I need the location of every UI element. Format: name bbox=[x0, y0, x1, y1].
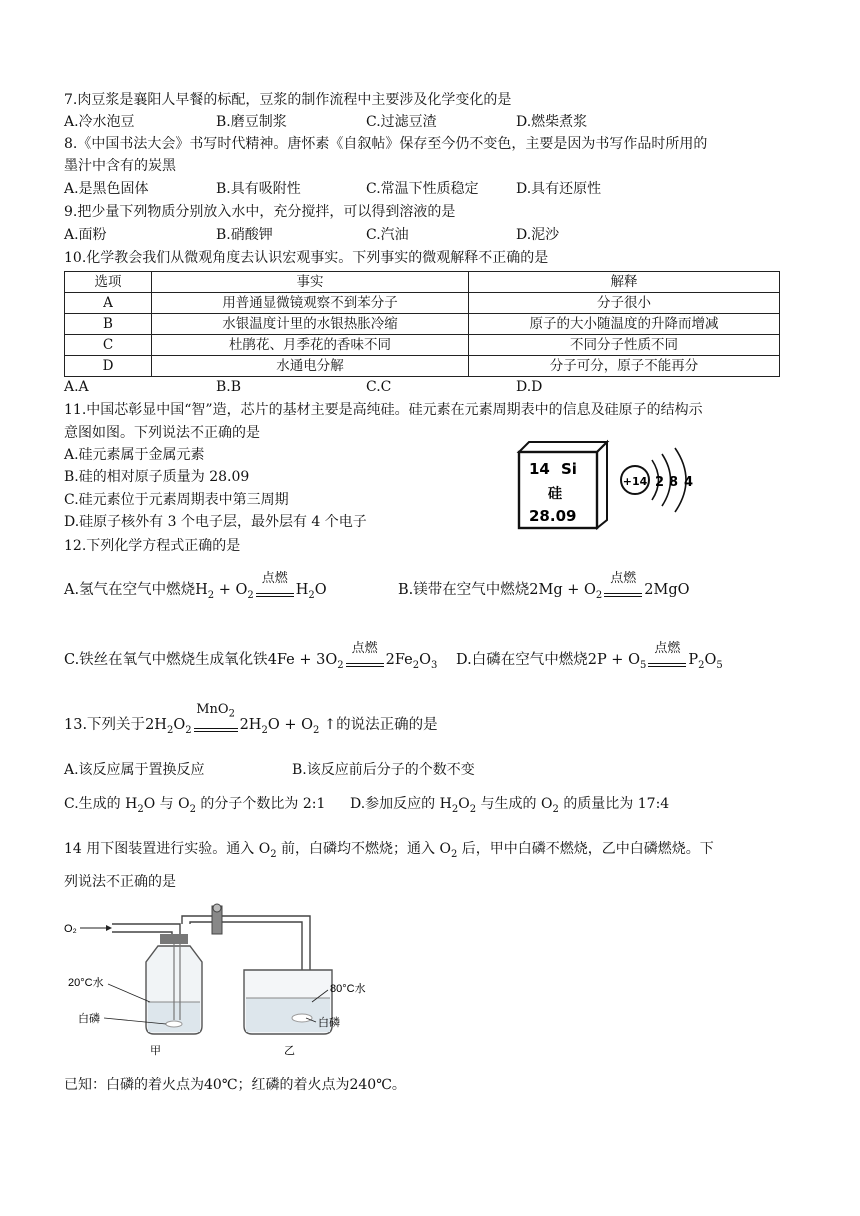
q11-option-c[interactable]: C.硅元素位于元素周期表中第三周期 bbox=[64, 492, 289, 508]
q13-option-c[interactable]: C.生成的 $H_2O$ 与 $O_2$ 的分子个数比为 2:1 bbox=[64, 796, 326, 815]
q8-option-a[interactable]: A.是黑色固体 bbox=[64, 181, 149, 197]
q13-c-pre: C.生成的 bbox=[64, 796, 121, 812]
q10-option-d[interactable]: D.D bbox=[516, 379, 543, 395]
q14-known-text: 已知：白磷的着火点为40℃；红磷的着火点为240℃。 bbox=[64, 1077, 406, 1093]
q7-option-c[interactable]: C.过滤豆渣 bbox=[366, 114, 437, 130]
cell-explanation: 不同分子性质不同 bbox=[469, 335, 780, 356]
q9-option-a[interactable]: A.面粉 bbox=[64, 227, 107, 243]
q10-table bbox=[64, 271, 780, 377]
cell-option: A bbox=[65, 293, 152, 314]
q14-stem-part-a: 14 用下图装置进行实验。通入 bbox=[64, 841, 255, 857]
q12-option-a-label: A.氢气在空气中燃烧 bbox=[64, 582, 196, 598]
cell-fact: 水通电分解 bbox=[152, 356, 469, 377]
cell-option: C bbox=[65, 335, 152, 356]
col-header-option: 选项 bbox=[65, 272, 152, 293]
white-phosphorus-left-label: 白磷 bbox=[78, 1013, 100, 1025]
element-name: 硅 bbox=[548, 486, 562, 502]
q13-stem-suffix: 的说法正确的是 bbox=[336, 717, 438, 733]
q11-stem-line1: 11.中国芯彰显中国“智”造，芯片的基材主要是高纯硅。硅元素在元素周期表中的信息及硅原子的结构示 bbox=[64, 402, 703, 418]
table-row bbox=[65, 314, 780, 335]
q10-option-c[interactable]: C.C bbox=[366, 379, 392, 395]
q9-option-b[interactable]: B.硝酸钾 bbox=[216, 227, 273, 243]
cell-explanation: 分子很小 bbox=[469, 293, 780, 314]
q13-stem-prefix: 13.下列关于 bbox=[64, 717, 146, 733]
q12-option-a[interactable]: A.氢气在空气中燃烧$H_2 + O_2$ 点燃 $H_2O$ bbox=[64, 576, 327, 607]
water-20c-label: 20°C水 bbox=[68, 977, 104, 989]
q10-stem: 10.化学教会我们从微观角度去认识宏观事实。下列事实的微观解释不正确的是 bbox=[64, 250, 549, 266]
label-jia: 甲 bbox=[150, 1045, 161, 1057]
q8-stem-line1: 8.《中国书法大会》书写时代精神。唐怀素《自叙帖》保存至今仍不变色，主要是因为书写作品时所用的 bbox=[64, 136, 708, 152]
table-row bbox=[65, 335, 780, 356]
q14-stem-part-b: 前，白磷均不燃烧；通入 bbox=[281, 841, 436, 857]
water-80c-label: 80°C水 bbox=[330, 983, 366, 995]
q11-option-d[interactable]: D.硅原子核外有 3 个电子层，最外层有 4 个电子 bbox=[64, 514, 367, 530]
q13-option-d[interactable]: D.参加反应的 $H_2O_2$ 与生成的 $O_2$ 的质量比为 17:4 bbox=[350, 796, 670, 815]
q13-c-mid: 与 bbox=[159, 796, 174, 812]
q12-option-c-label: C.铁丝在氧气中燃烧生成氧化铁 bbox=[64, 652, 268, 668]
cell-fact: 杜鹃花、月季花的香味不同 bbox=[152, 335, 469, 356]
q9-option-c[interactable]: C.汽油 bbox=[366, 227, 409, 243]
q12-stem: 12.下列化学方程式正确的是 bbox=[64, 538, 241, 554]
cell-fact: 水银温度计里的水银热胀冷缩 bbox=[152, 314, 469, 335]
white-phosphorus-jia bbox=[166, 1021, 182, 1027]
cell-explanation: 原子的大小随温度的升降而增减 bbox=[469, 314, 780, 335]
reaction-condition: 点燃 bbox=[261, 571, 288, 586]
q13-stem: 13.下列关于$2H_2O_2$ MnO$_2$ $2H_2O + O_2$ ↑的说法正确的是 bbox=[64, 711, 438, 742]
q10-option-b[interactable]: B.B bbox=[216, 379, 242, 395]
q13-d-post: 的质量比为 17:4 bbox=[563, 796, 670, 812]
q8-option-d[interactable]: D.具有还原性 bbox=[516, 181, 602, 197]
q14-stem-line2: 列说法不正确的是 bbox=[64, 874, 176, 890]
experiment-apparatus bbox=[62, 898, 366, 1060]
q10-option-a[interactable]: A.A bbox=[64, 379, 89, 395]
col-header-fact: 事实 bbox=[152, 272, 469, 293]
col-header-explanation: 解释 bbox=[469, 272, 780, 293]
shell-electrons-2: 8 bbox=[669, 475, 679, 490]
q9-option-d[interactable]: D.泥沙 bbox=[516, 227, 560, 243]
table-header-row bbox=[65, 272, 780, 293]
label-yi: 乙 bbox=[284, 1045, 295, 1057]
white-phosphorus-right-label: 白磷 bbox=[318, 1017, 340, 1029]
reaction-arrow bbox=[344, 641, 386, 674]
nuclear-charge: +14 bbox=[622, 475, 648, 488]
q13-c-post: 的分子个数比为 2:1 bbox=[200, 796, 326, 812]
q11-stem-line2: 意图如图。下列说法不正确的是 bbox=[64, 425, 260, 441]
q12-option-b[interactable]: B.镁带在空气中燃烧$2Mg + O_2$ 点燃 2MgO bbox=[398, 576, 690, 607]
reaction-arrow bbox=[602, 571, 644, 604]
reaction-arrow bbox=[254, 571, 296, 604]
q13-d-pre: D.参加反应的 bbox=[350, 796, 436, 812]
white-phosphorus-yi bbox=[292, 1014, 312, 1022]
q8-option-b[interactable]: B.具有吸附性 bbox=[216, 181, 301, 197]
reaction-arrow: MnO$_2$ bbox=[192, 711, 240, 739]
q14-stem-line1: 14 用下图装置进行实验。通入 $O_2$ 前，白磷均不燃烧；通入 $O_2$ 后，甲中白磷不燃烧，乙中白磷燃烧。下 bbox=[64, 841, 714, 860]
table-row bbox=[65, 356, 780, 377]
cell-explanation: 分子可分，原子不能再分 bbox=[469, 356, 780, 377]
shell-electrons-1: 2 bbox=[655, 475, 665, 490]
q13-option-a[interactable]: A.该反应属于置换反应 bbox=[64, 762, 205, 778]
q12-option-c[interactable]: C.铁丝在氧气中燃烧生成氧化铁$4Fe + 3O_2$ 点燃 $2Fe_2O_3$ bbox=[64, 646, 437, 677]
q7-option-d[interactable]: D.燃柴煮浆 bbox=[516, 114, 588, 130]
silicon-figure bbox=[515, 438, 715, 530]
element-symbol: Si bbox=[561, 460, 577, 478]
q11-option-b[interactable]: B.硅的相对原子质量为 28.09 bbox=[64, 469, 250, 485]
cell-fact: 用普通显微镜观察不到苯分子 bbox=[152, 293, 469, 314]
catalyst: MnO bbox=[196, 702, 229, 717]
q8-stem-line2: 墨汁中含有的炭黑 bbox=[64, 158, 176, 174]
table-row bbox=[65, 293, 780, 314]
shell-electrons-3: 4 bbox=[684, 475, 694, 490]
reaction-arrow bbox=[646, 641, 688, 674]
atomic-mass: 28.09 bbox=[529, 507, 577, 525]
cell-option: D bbox=[65, 356, 152, 377]
q14-stem-part-c: 后，甲中白磷不燃烧，乙中白磷燃烧。下 bbox=[461, 841, 714, 857]
reaction-condition: 点燃 bbox=[610, 571, 637, 586]
cell-option: B bbox=[65, 314, 152, 335]
atomic-number: 14 bbox=[529, 460, 550, 478]
o2-label: O₂ bbox=[64, 923, 77, 935]
q9-stem: 9.把少量下列物质分别放入水中，充分搅拌，可以得到溶液的是 bbox=[64, 204, 456, 220]
q12-option-b-label: B.镁带在空气中燃烧 bbox=[398, 582, 530, 598]
q7-option-a[interactable]: A.冷水泡豆 bbox=[64, 114, 135, 130]
stopper bbox=[160, 934, 188, 944]
q7-option-b[interactable]: B.磨豆制浆 bbox=[216, 114, 287, 130]
q13-d-mid: 与生成的 bbox=[480, 796, 537, 812]
q11-option-a[interactable]: A.硅元素属于金属元素 bbox=[64, 447, 205, 463]
q7-stem: 7.肉豆浆是襄阳人早餐的标配，豆浆的制作流程中主要涉及化学变化的是 bbox=[64, 92, 512, 108]
q12-option-d-label: D.白磷在空气中燃烧 bbox=[456, 652, 588, 668]
q12-option-d[interactable]: D.白磷在空气中燃烧$2P + O_5$ 点燃 $P_2O_5$ bbox=[456, 646, 723, 677]
reaction-condition: 点燃 bbox=[351, 641, 378, 656]
reaction-condition: 点燃 bbox=[654, 641, 681, 656]
q8-option-c[interactable]: C.常温下性质稳定 bbox=[366, 181, 479, 197]
q13-option-b[interactable]: B.该反应前后分子的个数不变 bbox=[292, 762, 475, 778]
